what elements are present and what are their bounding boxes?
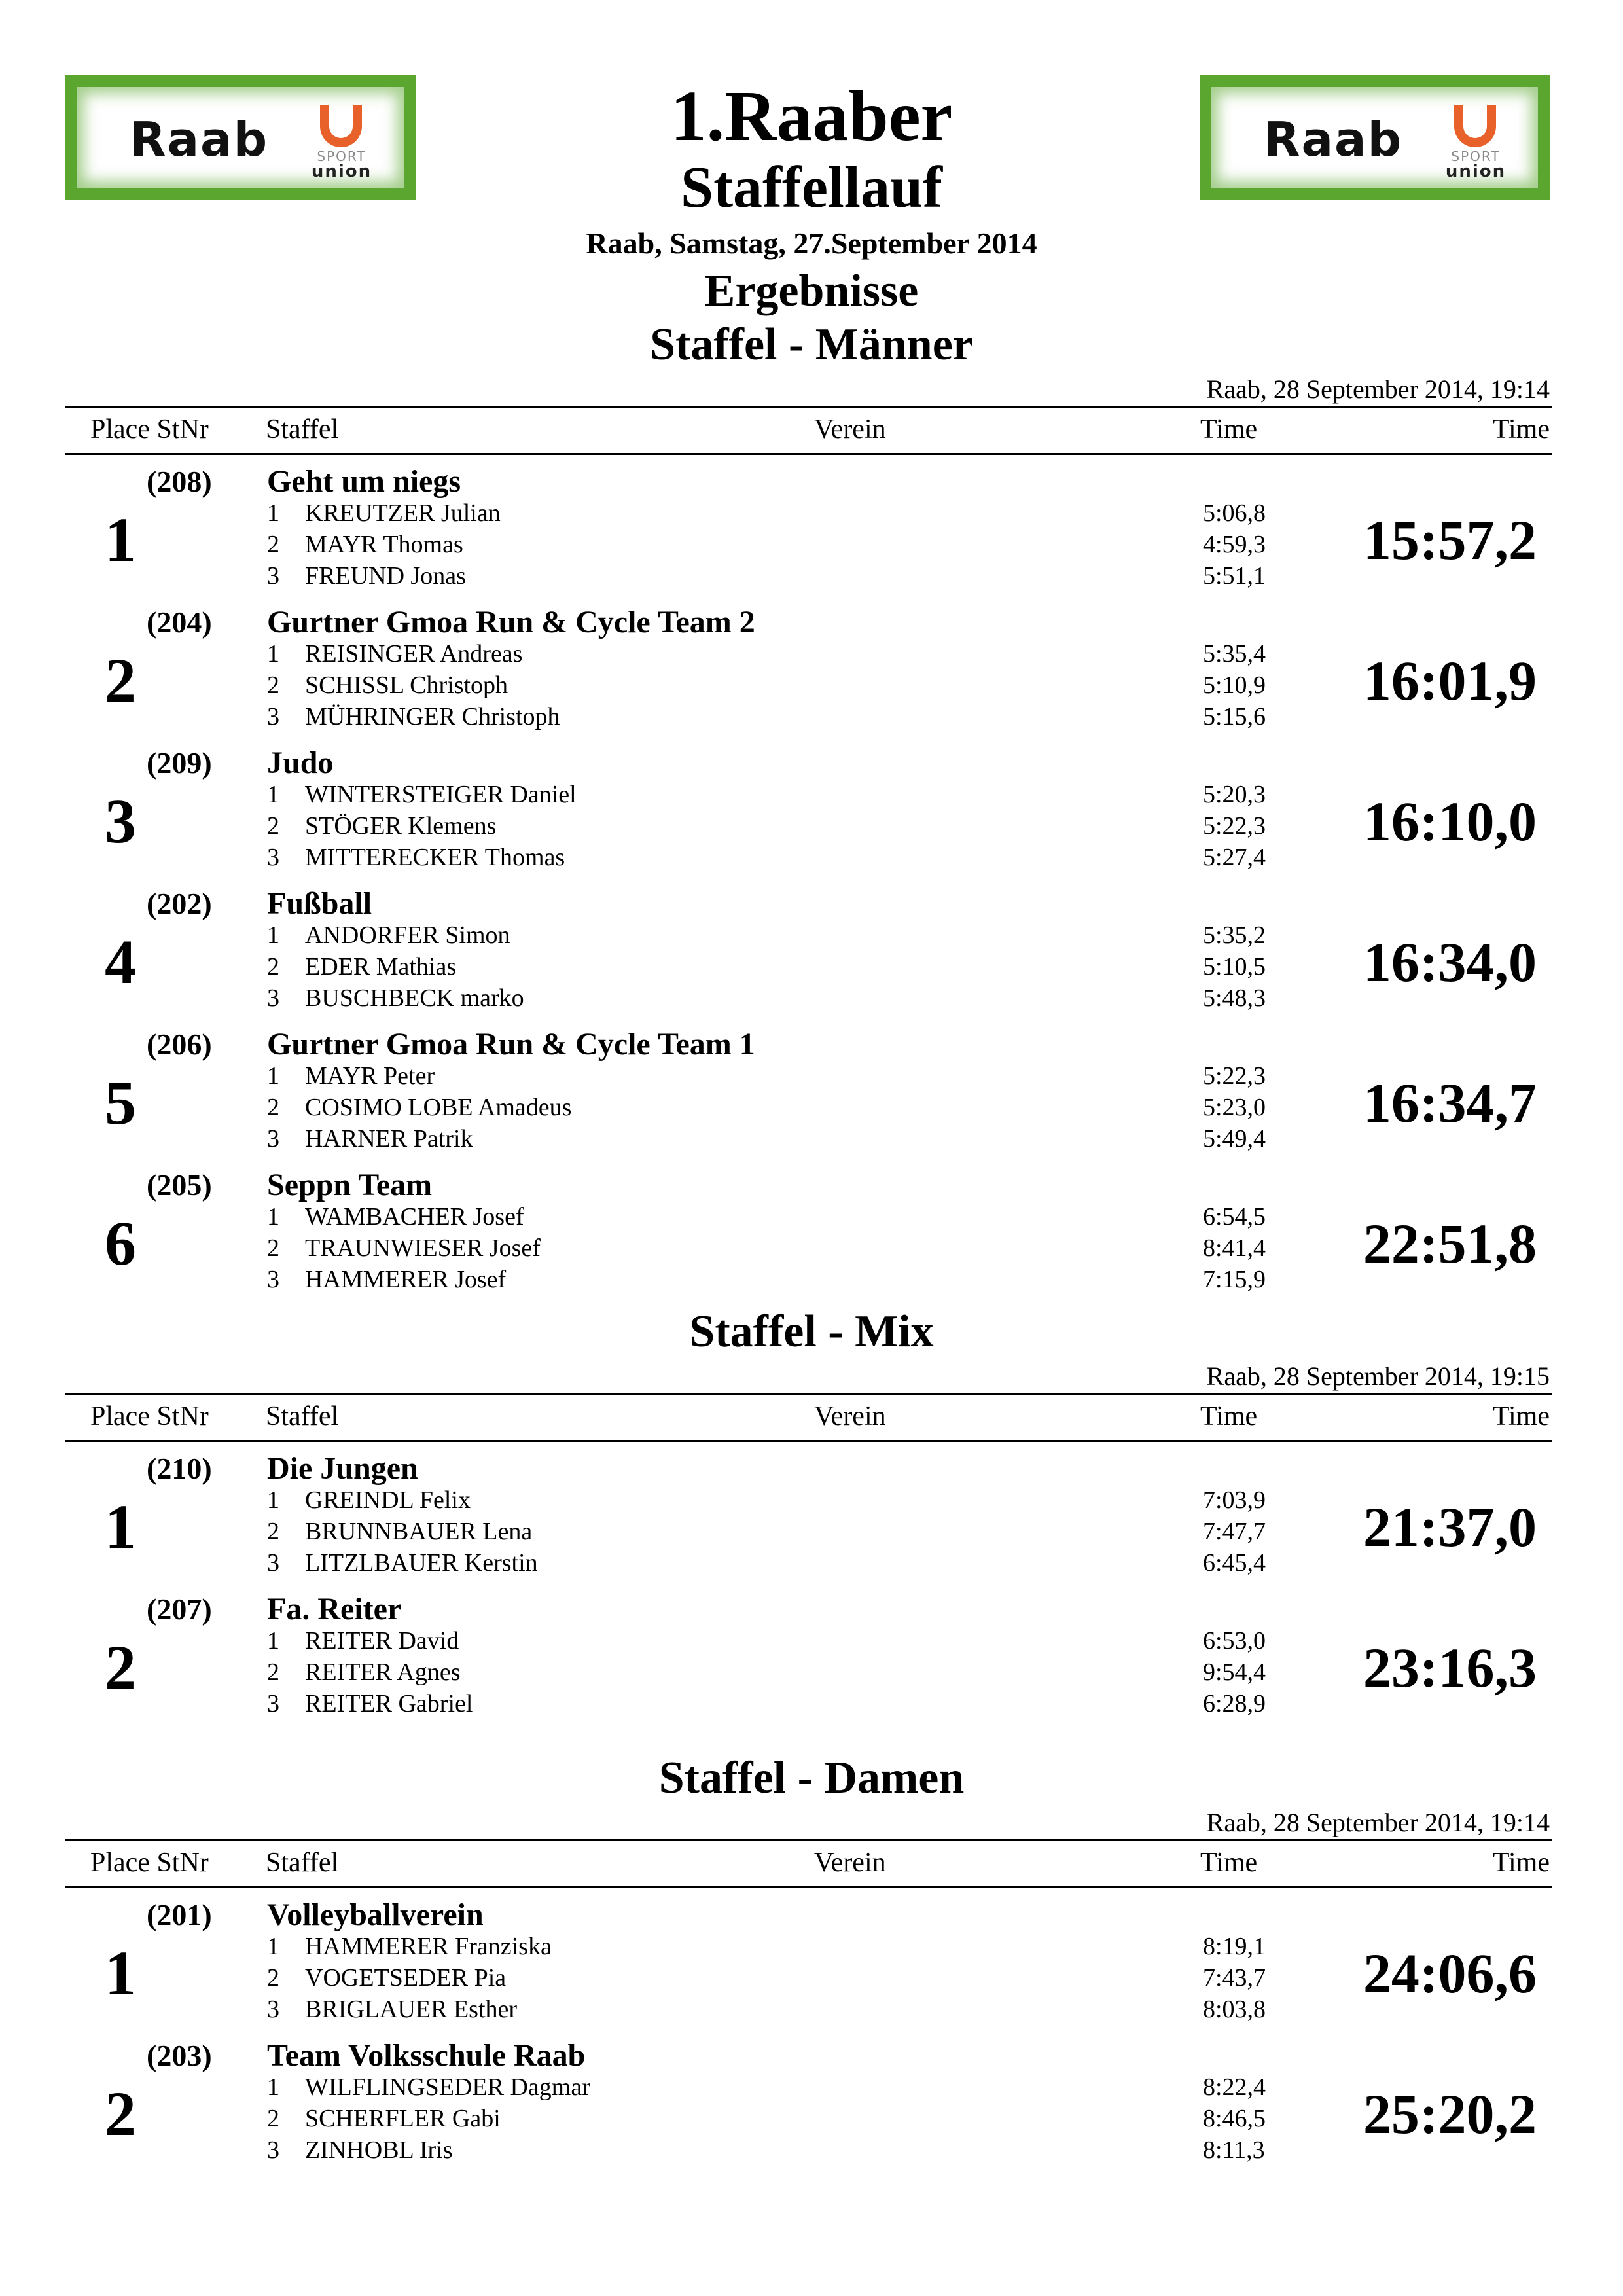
team-name: Team Volksschule Raab <box>267 2038 586 2073</box>
runner-name: REITER Agnes <box>305 1659 461 1686</box>
runner-name: REITER Gabriel <box>305 1690 473 1717</box>
runner-leg: 3 <box>267 1549 279 1577</box>
team-name: Die Jungen <box>267 1451 418 1486</box>
event-date: Raab, Samstag, 27.September 2014 <box>586 226 1037 260</box>
runner-split-time: 5:35,4 <box>1203 640 1266 668</box>
runner-leg: 1 <box>267 1627 279 1655</box>
runner-entry <box>267 1201 524 1232</box>
runner-entry <box>267 2134 453 2166</box>
runner-name: LITZLBAUER Kerstin <box>305 1549 538 1577</box>
runner-entry <box>267 1264 506 1295</box>
runner-leg: 2 <box>267 953 279 980</box>
team-row <box>0 463 1623 604</box>
runner-entry <box>267 1931 552 1962</box>
runner-split-time: 7:43,7 <box>1203 1964 1266 1992</box>
logo-text: Raab <box>1264 112 1403 167</box>
runner-entry <box>267 1516 532 1547</box>
runner-leg: 3 <box>267 1266 279 1293</box>
page-subtitle: Staffellauf <box>681 155 942 220</box>
team-row <box>0 1897 1623 2037</box>
team-row <box>0 1591 1623 1732</box>
team-name: Gurtner Gmoa Run & Cycle Team 2 <box>267 605 755 639</box>
logo-union-label: union <box>311 162 372 181</box>
logo-sport-label: SPORT <box>1451 149 1501 164</box>
team-name: Judo <box>267 745 334 780</box>
team-row <box>0 604 1623 745</box>
runner-leg: 2 <box>267 1659 279 1686</box>
column-header-staffel: Staffel <box>266 1848 339 1878</box>
team-row <box>0 2037 1623 2178</box>
runner-entry <box>267 1092 571 1123</box>
runner-entry <box>267 638 522 670</box>
team-name: Fa. Reiter <box>267 1592 402 1626</box>
column-header-total-time: Time <box>1492 1401 1550 1431</box>
column-header-total-time: Time <box>1492 414 1550 444</box>
runner-leg: 3 <box>267 1690 279 1717</box>
runner-leg: 1 <box>267 2073 279 2101</box>
runner-entry <box>267 1484 471 1516</box>
runner-entry <box>267 1688 473 1719</box>
runner-name: COSIMO LOBE Amadeus <box>305 1094 572 1121</box>
column-header-place: Place StNr <box>90 414 209 444</box>
runner-leg: 3 <box>267 1125 279 1153</box>
team-place: 5 <box>105 1067 136 1138</box>
team-total-time: 25:20,2 <box>1363 2083 1537 2145</box>
results-heading: Ergebnisse <box>704 266 919 316</box>
runner-split-time: 8:41,4 <box>1203 1234 1266 1262</box>
column-header-split-time: Time <box>1200 414 1258 444</box>
runner-entry <box>267 1962 506 1994</box>
team-total-time: 22:51,8 <box>1363 1212 1537 1275</box>
runner-leg: 1 <box>267 1486 279 1514</box>
runner-name: GREINDL Felix <box>305 1486 471 1514</box>
section-timestamp: Raab, 28 September 2014, 19:14 <box>1206 374 1550 404</box>
runner-name: BRIGLAUER Esther <box>305 1996 518 2023</box>
runner-entry <box>267 810 496 842</box>
runner-split-time: 5:20,3 <box>1203 781 1266 808</box>
logo-union-label: union <box>1445 162 1507 181</box>
team-name: Volleyballverein <box>267 1897 484 1932</box>
runner-leg: 2 <box>267 1234 279 1262</box>
runner-name: MÜHRINGER Christoph <box>305 703 560 730</box>
divider <box>65 1839 1552 1841</box>
runner-split-time: 5:10,9 <box>1203 672 1266 699</box>
runner-leg: 2 <box>267 2105 279 2132</box>
section-title: Staffel - Damen <box>658 1753 965 1803</box>
runner-leg: 1 <box>267 640 279 668</box>
runner-entry <box>267 842 565 873</box>
team-row <box>0 745 1623 886</box>
runner-split-time: 5:27,4 <box>1203 844 1266 871</box>
runner-split-time: 4:59,3 <box>1203 531 1266 558</box>
team-place: 2 <box>105 2079 136 2149</box>
team-place: 4 <box>105 927 136 997</box>
runner-leg: 3 <box>267 703 279 730</box>
runner-split-time: 8:19,1 <box>1203 1933 1266 1960</box>
column-header-verein: Verein <box>814 414 886 444</box>
runner-name: REITER David <box>305 1627 459 1655</box>
runner-name: WINTERSTEIGER Daniel <box>305 781 577 808</box>
team-name: Geht um niegs <box>267 464 461 499</box>
runner-entry <box>267 670 508 701</box>
team-place: 2 <box>105 645 136 715</box>
runner-name: REISINGER Andreas <box>305 640 523 668</box>
runner-entry <box>267 560 466 592</box>
runner-entry <box>267 529 463 560</box>
runner-split-time: 8:46,5 <box>1203 2105 1266 2132</box>
team-name: Gurtner Gmoa Run & Cycle Team 1 <box>267 1027 755 1062</box>
page-title: 1.Raaber <box>670 76 953 156</box>
runner-entry <box>267 2072 590 2103</box>
runner-split-time: 5:22,3 <box>1203 812 1266 840</box>
runner-entry <box>267 1123 473 1155</box>
section-timestamp: Raab, 28 September 2014, 19:14 <box>1206 1808 1550 1837</box>
section-title: Staffel - Männer <box>650 319 973 370</box>
runner-split-time: 5:15,6 <box>1203 703 1266 730</box>
team-total-time: 16:01,9 <box>1363 649 1537 712</box>
runner-name: MITTERECKER Thomas <box>305 844 565 871</box>
runner-split-time: 6:28,9 <box>1203 1690 1266 1717</box>
runner-leg: 1 <box>267 1933 279 1960</box>
runner-name: KREUTZER Julian <box>305 499 501 527</box>
runner-entry <box>267 1625 459 1657</box>
runner-name: HAMMERER Josef <box>305 1266 507 1293</box>
runner-split-time: 5:49,4 <box>1203 1125 1266 1153</box>
runner-name: HAMMERER Franziska <box>305 1933 552 1960</box>
runner-split-time: 6:45,4 <box>1203 1549 1266 1577</box>
team-row <box>0 1167 1623 1308</box>
runner-name: MAYR Thomas <box>305 531 463 558</box>
logo-text: Raab <box>130 112 269 167</box>
team-start-number: (202) <box>147 887 212 920</box>
runner-name: EDER Mathias <box>305 953 457 980</box>
runner-name: ZINHOBL Iris <box>305 2136 453 2164</box>
team-start-number: (204) <box>147 605 212 639</box>
column-header-verein: Verein <box>814 1401 886 1431</box>
runner-entry <box>267 1547 538 1579</box>
team-place: 1 <box>105 1938 136 2008</box>
runner-split-time: 6:54,5 <box>1203 1203 1266 1230</box>
runner-leg: 1 <box>267 1203 279 1230</box>
runner-split-time: 8:11,3 <box>1203 2136 1265 2164</box>
divider <box>65 453 1552 455</box>
runner-name: WAMBACHER Josef <box>305 1203 524 1230</box>
runner-entry <box>267 701 560 732</box>
runner-entry <box>267 1657 460 1688</box>
team-name: Seppn Team <box>267 1168 433 1202</box>
team-start-number: (205) <box>147 1168 212 1202</box>
team-start-number: (209) <box>147 746 212 780</box>
team-total-time: 16:10,0 <box>1363 790 1537 853</box>
runner-name: BUSCHBECK marko <box>305 984 524 1012</box>
runner-entry <box>267 2103 501 2134</box>
runner-leg: 1 <box>267 922 279 949</box>
runner-entry <box>267 1994 517 2025</box>
column-header-split-time: Time <box>1200 1848 1258 1878</box>
runner-entry <box>267 982 524 1014</box>
runner-leg: 3 <box>267 844 279 871</box>
team-start-number: (206) <box>147 1028 212 1061</box>
team-start-number: (208) <box>147 465 212 498</box>
runner-leg: 3 <box>267 2136 279 2164</box>
runner-split-time: 8:22,4 <box>1203 2073 1266 2101</box>
divider <box>65 406 1552 408</box>
runner-split-time: 5:51,1 <box>1203 562 1266 590</box>
runner-entry <box>267 951 456 982</box>
runner-split-time: 5:48,3 <box>1203 984 1266 1012</box>
runner-name: FREUND Jonas <box>305 562 466 590</box>
team-total-time: 24:06,6 <box>1363 1942 1537 2005</box>
runner-leg: 1 <box>267 1062 279 1090</box>
runner-leg: 2 <box>267 812 279 840</box>
column-header-verein: Verein <box>814 1848 886 1878</box>
column-header-place: Place StNr <box>90 1848 209 1878</box>
runner-entry <box>267 1060 435 1092</box>
runner-leg: 1 <box>267 499 279 527</box>
runner-leg: 2 <box>267 1094 279 1121</box>
runner-name: VOGETSEDER Pia <box>305 1964 507 1992</box>
runner-name: STÖGER Klemens <box>305 812 497 840</box>
runner-name: ANDORFER Simon <box>305 922 510 949</box>
runner-leg: 2 <box>267 1964 279 1992</box>
divider <box>65 1393 1552 1395</box>
runner-split-time: 7:15,9 <box>1203 1266 1266 1293</box>
runner-name: WILFLINGSEDER Dagmar <box>305 2073 590 2101</box>
team-total-time: 15:57,2 <box>1363 509 1537 571</box>
runner-name: SCHISSL Christoph <box>305 672 508 699</box>
column-header-place: Place StNr <box>90 1401 209 1431</box>
team-place: 2 <box>105 1632 136 1702</box>
runner-split-time: 5:23,0 <box>1203 1094 1266 1121</box>
team-start-number: (207) <box>147 1592 212 1626</box>
runner-split-time: 9:54,4 <box>1203 1659 1266 1686</box>
column-header-split-time: Time <box>1200 1401 1258 1431</box>
runner-name: HARNER Patrik <box>305 1125 473 1153</box>
runner-entry <box>267 497 501 529</box>
runner-leg: 2 <box>267 672 279 699</box>
runner-name: TRAUNWIESER Josef <box>305 1234 541 1262</box>
runner-entry <box>267 779 577 810</box>
team-start-number: (201) <box>147 1898 212 1931</box>
section-title: Staffel - Mix <box>689 1306 934 1357</box>
team-start-number: (203) <box>147 2039 212 2072</box>
team-row <box>0 1450 1623 1591</box>
team-row <box>0 886 1623 1026</box>
runner-split-time: 5:06,8 <box>1203 499 1266 527</box>
team-place: 1 <box>105 1492 136 1562</box>
runner-leg: 1 <box>267 781 279 808</box>
section-timestamp: Raab, 28 September 2014, 19:15 <box>1206 1361 1550 1391</box>
runner-name: SCHERFLER Gabi <box>305 2105 501 2132</box>
runner-leg: 3 <box>267 562 279 590</box>
runner-split-time: 8:03,8 <box>1203 1996 1266 2023</box>
team-name: Fußball <box>267 886 372 921</box>
team-total-time: 21:37,0 <box>1363 1496 1537 1558</box>
runner-entry <box>267 1232 541 1264</box>
divider <box>65 1886 1552 1888</box>
runner-leg: 3 <box>267 984 279 1012</box>
runner-name: MAYR Peter <box>305 1062 435 1090</box>
runner-split-time: 5:10,5 <box>1203 953 1266 980</box>
runner-entry <box>267 920 510 951</box>
team-total-time: 16:34,0 <box>1363 931 1537 994</box>
team-place: 6 <box>105 1208 136 1278</box>
column-header-total-time: Time <box>1492 1848 1550 1878</box>
runner-name: BRUNNBAUER Lena <box>305 1518 533 1545</box>
team-total-time: 16:34,7 <box>1363 1071 1537 1134</box>
divider <box>65 1440 1552 1442</box>
runner-leg: 3 <box>267 1996 279 2023</box>
team-total-time: 23:16,3 <box>1363 1636 1537 1699</box>
runner-split-time: 5:22,3 <box>1203 1062 1266 1090</box>
team-row <box>0 1026 1623 1167</box>
column-header-staffel: Staffel <box>266 1401 339 1431</box>
logo-sport-label: SPORT <box>317 149 366 164</box>
team-start-number: (210) <box>147 1452 212 1485</box>
team-place: 3 <box>105 786 136 856</box>
runner-leg: 2 <box>267 1518 279 1545</box>
runner-leg: 2 <box>267 531 279 558</box>
runner-split-time: 7:03,9 <box>1203 1486 1266 1514</box>
runner-split-time: 7:47,7 <box>1203 1518 1266 1545</box>
team-place: 1 <box>105 505 136 575</box>
column-header-staffel: Staffel <box>266 414 339 444</box>
runner-split-time: 5:35,2 <box>1203 922 1266 949</box>
runner-split-time: 6:53,0 <box>1203 1627 1266 1655</box>
